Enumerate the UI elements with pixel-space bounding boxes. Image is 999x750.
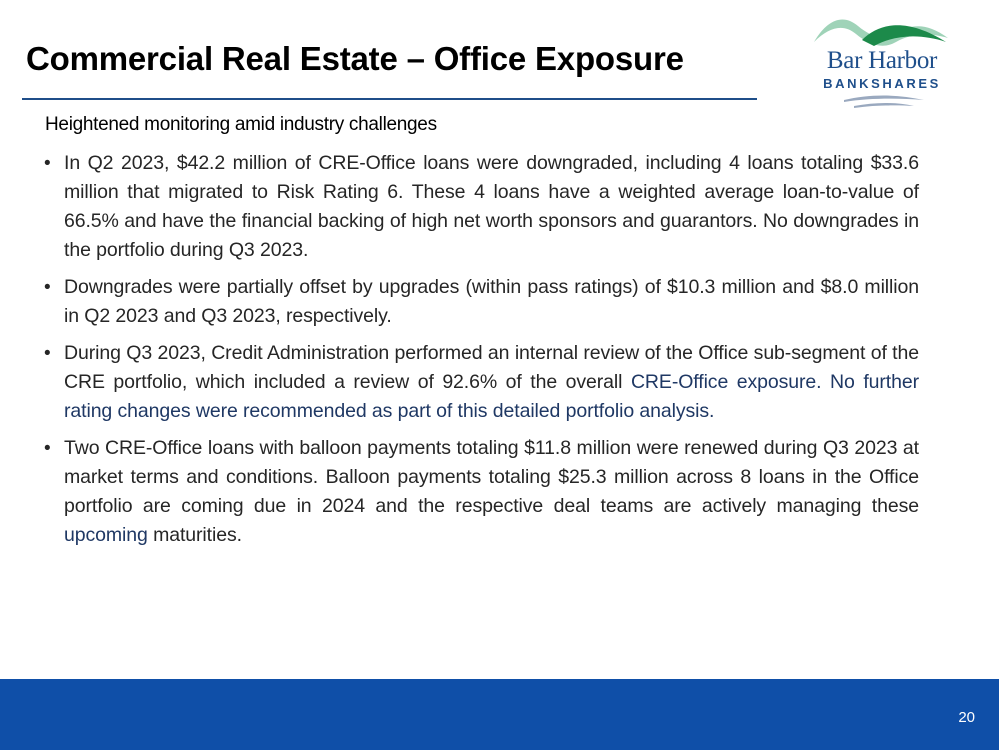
bullet-text-highlight: upcoming [64,524,148,546]
bullet-text: Downgrades were partially offset by upgrades (within pass ratings) of $10.3 million and $8.0 million in Q2 2023 and Q3 2023, respectively. [64,276,919,327]
bullet-item [44,149,919,265]
logo-wordmark-bankshares: BANKSHARES [823,76,941,91]
bullet-text: In Q2 2023, $42.2 million of CRE-Office loans were downgraded, including 4 loans totaling $33.6 million that migrated to Risk Rating 6. These 4 loans have a weighted average loan-to-value of 66.5% and have the financial backing of high net worth sponsors and guarantors. No downgrades in the portfolio during Q3 2023. [64,152,919,261]
bullet-dot-icon: • [44,438,51,459]
bullet-dot-icon: • [44,153,51,174]
page-number: 20 [958,709,975,726]
bullet-dot-icon: • [44,277,51,298]
slide-subtitle: Heightened monitoring amid industry challenges [45,114,437,135]
bullet-text-highlight: CRE-Office exposure. No further rating changes were recommended as part of this detailed portfolio analysis. [64,371,919,422]
bullet-text: Two CRE-Office loans with balloon payments totaling $11.8 million were renewed during Q3 2023 at market terms and conditions. Balloon payments totaling $25.3 million across 8 loans in the Office portfolio are coming due in 2024 and the respective deal teams are actively managing these [64,437,919,517]
bullet-item [44,434,919,550]
bullet-text: During Q3 2023, Credit Administration performed an internal review of the Office sub-segment of the CRE portfolio, which included a review of 92.6% of the overall [64,342,919,393]
bullet-item [44,273,919,331]
bullet-item [44,339,919,426]
bullet-dot-icon: • [44,343,51,364]
title-divider [22,98,757,100]
bullet-text-tail: maturities. [147,524,242,546]
logo-wordmark-bar-harbor: Bar Harbor [826,47,938,74]
slide-title: Commercial Real Estate – Office Exposure [26,40,684,77]
bar-harbor-logo [800,12,962,112]
footer-bar [0,679,999,750]
bullet-list [44,149,919,558]
